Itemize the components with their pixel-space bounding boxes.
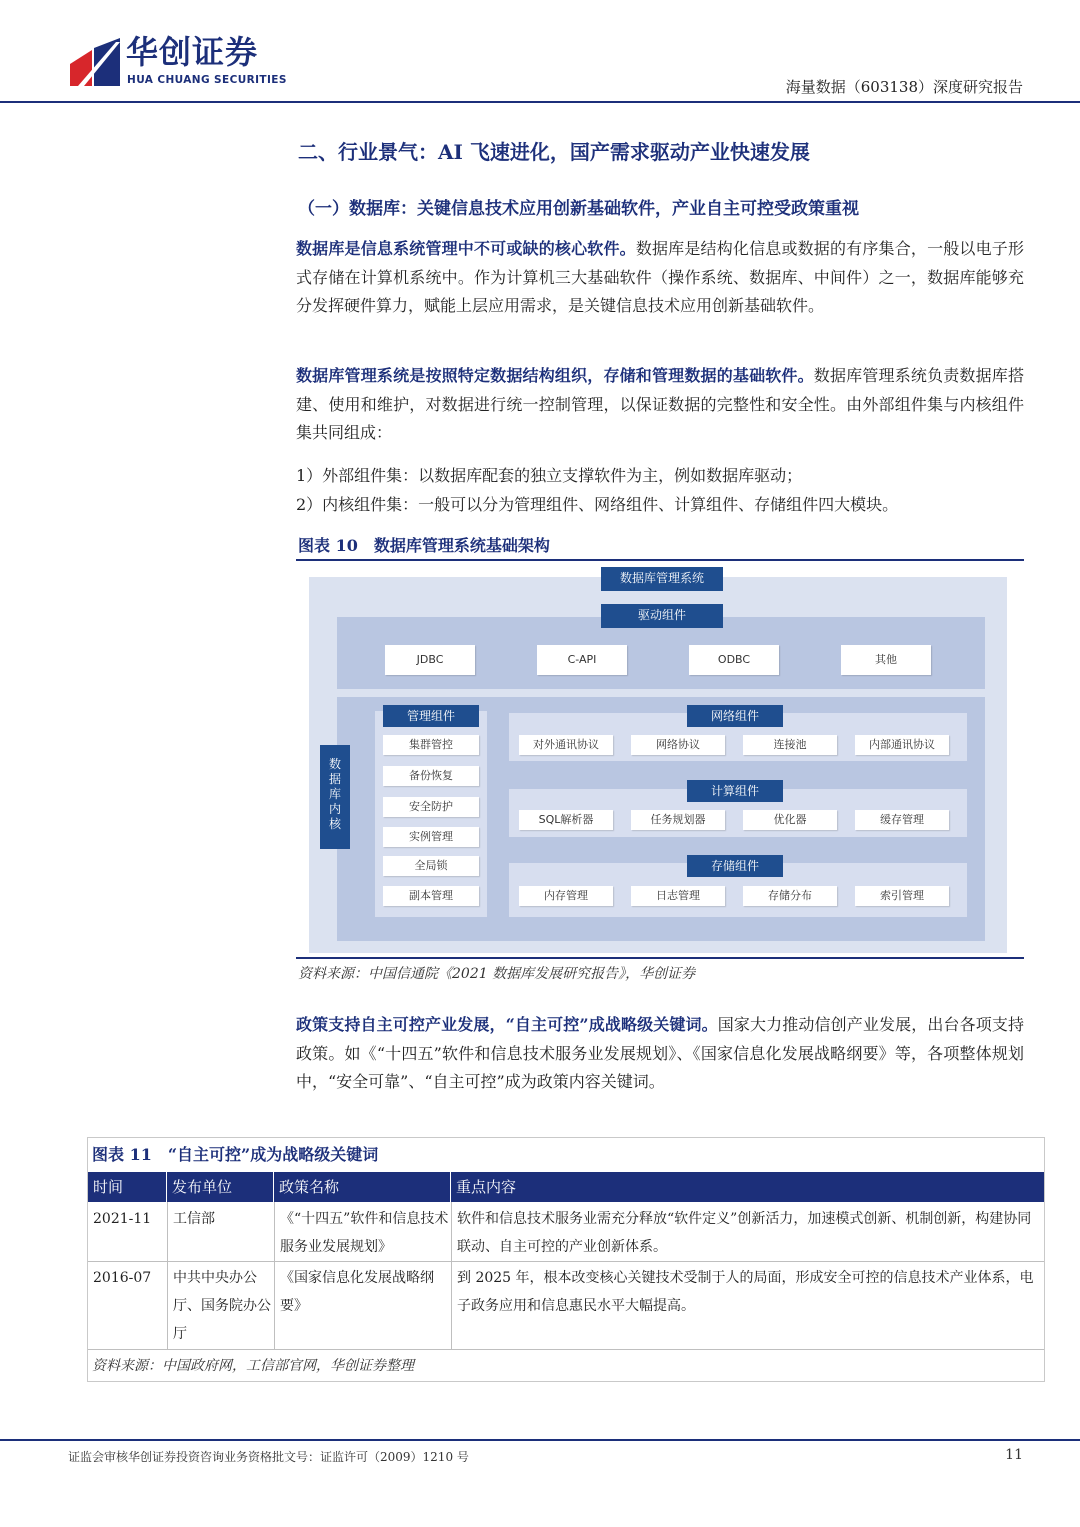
logo-text-cn: 华创证券: [126, 33, 259, 71]
table-header-cell: 重点内容: [456, 1178, 517, 1196]
table-cell-org: 中共中央办公厅、国务院办公厅: [173, 1270, 271, 1342]
paragraph-policy: [296, 1011, 1024, 1097]
table-cell-org: 工信部: [173, 1211, 215, 1227]
compute-item: 优化器: [743, 810, 837, 830]
table-cell-policy: 《国家信息化发展战略纲要》: [280, 1270, 434, 1314]
paragraph-dbms: [296, 362, 1024, 448]
report-title: 海量数据（603138）深度研究报告: [785, 78, 1023, 96]
table-title: 图表 11 “自主可控”成为战略级关键词: [92, 1145, 379, 1164]
kernel-label: 数 据 库 内 核: [320, 745, 350, 849]
row-divider: [88, 1349, 1044, 1350]
section-heading: 二、行业景气：AI 飞速进化，国产需求驱动产业快速发展: [298, 140, 810, 164]
list-item: 1）外部组件集：以数据库配套的独立支撑软件为主，例如数据库驱动；: [296, 466, 803, 485]
paragraph-lead: 数据库管理系统是按照特定数据结构组织，存储和管理数据的基础软件。: [296, 366, 814, 385]
header-divider: [0, 101, 1080, 103]
compute-group-label: 计算组件: [687, 780, 783, 802]
mgmt-item: 实例管理: [383, 827, 479, 847]
footer-license: 证监会审核华创证券投资咨询业务资格批文号：证监许可（2009）1210 号: [68, 1450, 469, 1464]
driver-item: 其他: [841, 645, 931, 675]
driver-group-label: 驱动组件: [601, 604, 723, 628]
table-cell-policy: 《“十四五”软件和信息技术服务业发展规划》: [280, 1211, 449, 1255]
mgmt-item: 副本管理: [383, 886, 479, 906]
row-divider: [88, 1261, 1044, 1262]
table-source: 资料来源：中国政府网，工信部官网，华创证券整理: [92, 1358, 414, 1374]
paragraph-lead: 政策支持自主可控产业发展，“自主可控”成战略级关键词。: [296, 1015, 718, 1034]
mgmt-item: 集群管控: [383, 735, 479, 755]
table-header-cell: 政策名称: [274, 1172, 451, 1202]
figure-top-rule: [296, 559, 1024, 561]
policy-table: [87, 1137, 1045, 1382]
paragraph-body: 国家大力推动信创产业发展，出台各项支持政策。如《“十四五”软件和信息技术服务业发展规划》、《国家信息化发展战略纲要》等，各项整体规划中，“安全可靠”、“自主可控”成为政策内容关键词。: [296, 1015, 1024, 1091]
mgmt-item: 安全防护: [383, 797, 479, 817]
logo-text-en: HUA CHUANG SECURITIES: [127, 74, 287, 86]
mgmt-group-label: 管理组件: [383, 705, 479, 727]
network-group-label: 网络组件: [687, 705, 783, 727]
figure-title: 图表 10 数据库管理系统基础架构: [298, 536, 550, 555]
storage-item: 索引管理: [855, 886, 949, 906]
dbms-architecture-diagram: [309, 571, 1007, 953]
table-header-cell: 发布单位: [167, 1172, 274, 1202]
storage-item: 内存管理: [519, 886, 613, 906]
storage-item: 存储分布: [743, 886, 837, 906]
dbms-label: 数据库管理系统: [601, 567, 723, 591]
driver-item: ODBC: [689, 645, 779, 675]
network-item: 对外通讯协议: [519, 735, 613, 755]
driver-item: C-API: [537, 645, 627, 675]
compute-item: SQL解析器: [519, 810, 613, 830]
subsection-heading: （一）数据库：关键信息技术应用创新基础软件，产业自主可控受政策重视: [298, 199, 859, 219]
table-header-row: [88, 1172, 1044, 1202]
mgmt-item: 备份恢复: [383, 766, 479, 786]
page-number: 11: [1005, 1447, 1023, 1463]
driver-item: JDBC: [385, 645, 475, 675]
mgmt-item: 全局锁: [383, 856, 479, 876]
compute-item: 缓存管理: [855, 810, 949, 830]
network-item: 内部通讯协议: [855, 735, 949, 755]
table-cell-content: 到 2025 年，根本改变核心关键技术受制于人的局面，形成安全可控的信息技术产业体系，电子政务应用和信息惠民水平大幅提高。: [457, 1270, 1034, 1314]
storage-group-label: 存储组件: [687, 855, 783, 877]
figure-source: 资料来源：中国信通院《2021 数据库发展研究报告》，华创证券: [298, 966, 696, 982]
figure-bottom-rule: [296, 957, 1024, 959]
network-item: 连接池: [743, 735, 837, 755]
storage-item: 日志管理: [631, 886, 725, 906]
component-list: [296, 462, 1024, 519]
list-item: 2）内核组件集：一般可以分为管理组件、网络组件、计算组件、存储组件四大模块。: [296, 494, 899, 514]
compute-item: 任务规划器: [631, 810, 725, 830]
table-cell-content: 软件和信息技术服务业需充分释放“软件定义”创新活力，加速模式创新、机制创新，构建协同联动、自主可控的产业创新体系。: [457, 1211, 1032, 1255]
table-cell-date: 2021-11: [93, 1211, 152, 1227]
footer-divider: [0, 1439, 1080, 1441]
table-header-cell: 时间: [88, 1172, 167, 1202]
paragraph-database-core: [296, 235, 1024, 321]
network-item: 网络协议: [631, 735, 725, 755]
paragraph-body: 数据库是结构化信息或数据的有序集合，一般以电子形式存储在计算机系统中。作为计算机三大基础软件（操作系统、数据库、中间件）之一，数据库能够充分发挥硬件算力，赋能上层应用需求，是关键信息技术应用创新基础软件。: [296, 239, 1024, 315]
paragraph-lead: 数据库是信息系统管理中不可或缺的核心软件。: [296, 239, 636, 258]
paragraph-body: 数据库管理系统负责数据库搭建、使用和维护，对数据进行统一控制管理，以保证数据的完整性和安全性。由外部组件集与内核组件集共同组成：: [296, 366, 1024, 442]
logo-mark-icon: [70, 38, 120, 86]
table-cell-date: 2016-07: [93, 1270, 152, 1286]
